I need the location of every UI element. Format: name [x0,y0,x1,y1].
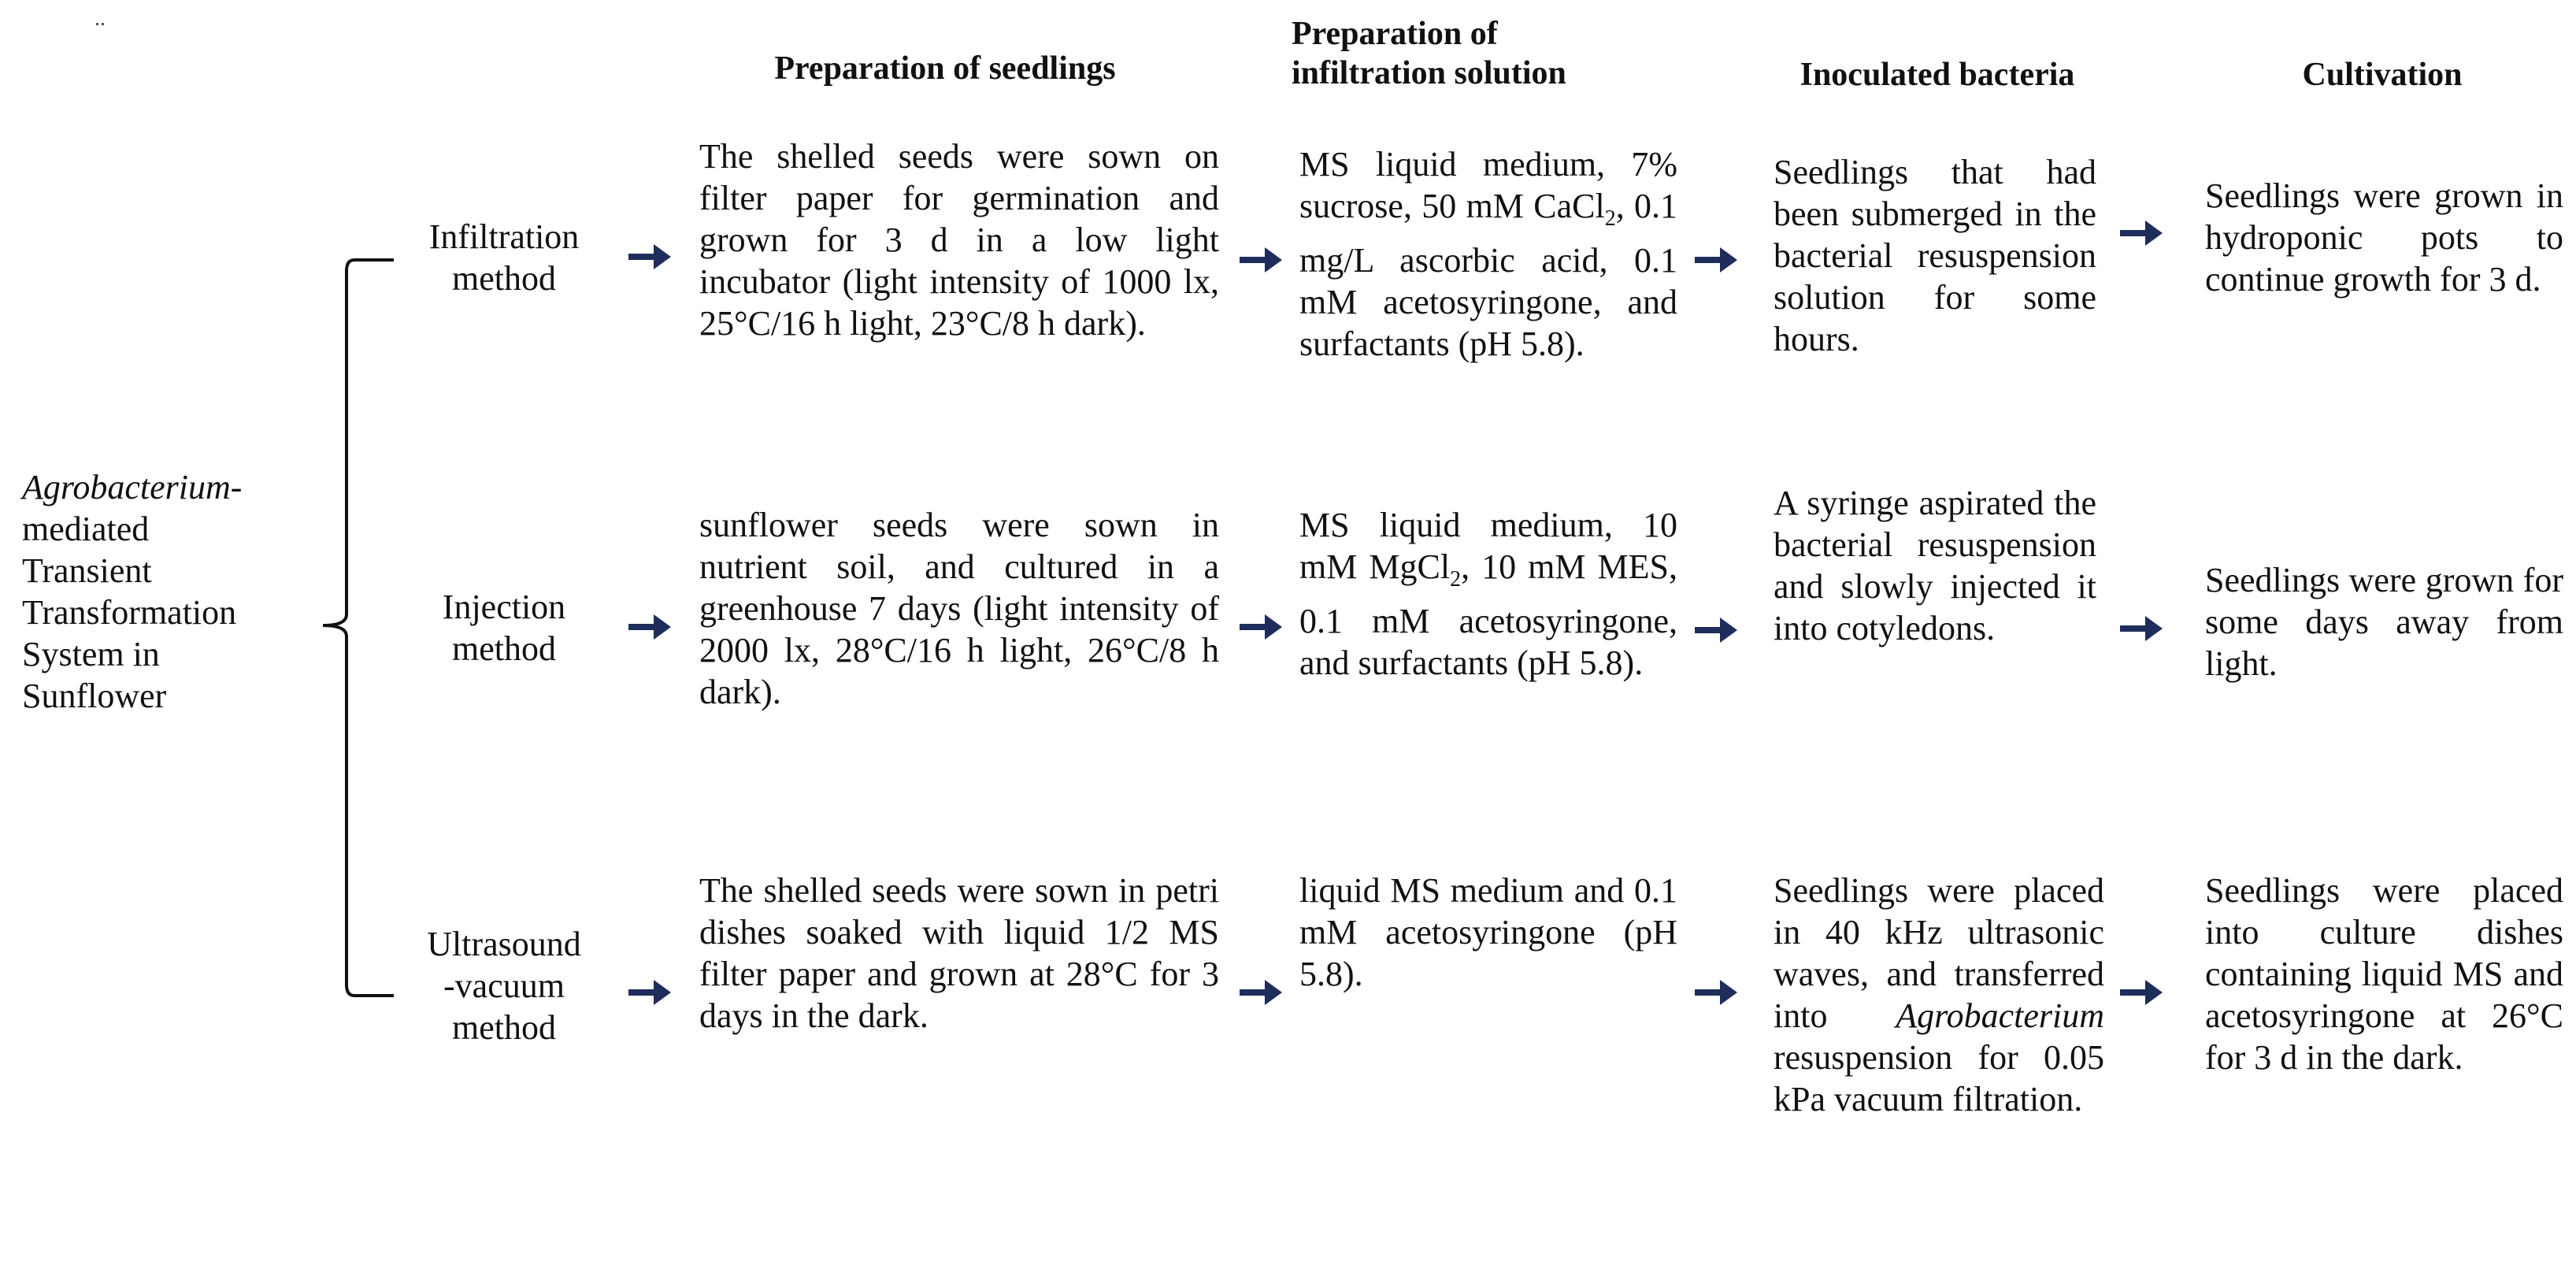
arrow-icon [1238,977,1284,1008]
row1-solution [1299,143,1677,365]
method-ultrasound-vacuum [394,923,614,1048]
row2-solution-b: , 10 mM MES, 0.1 mM acetosyringone, and surfactants (pH 5.8). [1299,547,1677,682]
row3-solution: liquid MS medium and 0.1 mM acetosyringone (pH 5.8). [1299,871,1677,993]
row2-solution-a: MS liquid medium, 10 mM MgCl [1299,506,1677,586]
header-infiltration-solution [1260,14,1670,93]
header-infiltration-line1: Preparation of [1292,16,1498,52]
row2-cultivation: Seedlings were grown for some days away from light. [2205,561,2563,683]
method-ultrasound-line2: -vacuum [443,966,565,1005]
row3-bacteria-a: Seedlings were placed in 40 kHz ultrasonic waves, and transferred into [1774,871,2104,1035]
arrow-icon [1238,611,1284,643]
method-infiltration-line2: method [452,259,556,298]
arrow-icon [1693,614,1739,646]
bracket [299,252,410,1008]
arrow-icon [1693,244,1739,276]
hyphen: - [230,468,243,506]
system-label-line1 [22,466,306,508]
row3-bacteria [1774,870,2104,1120]
row2-bacteria: A syringe aspirated the bacterial resuspension and slowly injected it into cotyledons. [1774,484,2096,647]
arrow-icon [2118,217,2164,249]
header-inoculated-bacteria: Inoculated bacteria [1799,57,2075,93]
row3-cultivation: Seedlings were placed into culture dishes containing liquid MS and acetosyringone at 26°C for 3 d in the dark. [2205,871,2563,1077]
system-label-line6: Sunflower [22,677,167,715]
agrobacterium-italic: Agrobacterium [22,468,231,506]
method-ultrasound-line3: method [452,1008,556,1047]
header-seedlings: Preparation of seedlings [774,50,1116,87]
system-label-line3: Transient [22,551,152,590]
row1-cultivation: Seedlings were grown in hydroponic pots to continue growth for 3 d. [2205,176,2563,299]
system-label [22,466,306,717]
system-label-line5: System in [22,635,160,673]
row1-solution-b: , 0.1 mg/L ascorbic acid, 0.1 mM acetosyringone, and surfactants (pH 5.8). [1299,187,1677,363]
row3-bacteria-italic: Agrobacterium [1896,996,2104,1035]
corner-mark: .. [95,6,106,31]
method-injection-line1: Injection [442,588,566,626]
method-ultrasound-line1: Ultrasound [427,925,581,963]
row1-solution-a: MS liquid medium, 7% sucrose, 50 mM CaCl [1299,145,1677,225]
arrow-icon [2118,977,2164,1008]
method-infiltration-line1: Infiltration [428,217,580,256]
row2-solution [1299,504,1677,684]
row1-solution-sub: 2 [1604,206,1616,231]
header-infiltration-line2: infiltration solution [1292,55,1566,91]
system-label-line2: mediated [22,510,150,548]
arrow-icon [627,241,673,273]
row1-seedlings: The shelled seeds were sown on filter paper for germination and grown for 3 d in a low light incubator (light intensity of 1000 lx, 25°C/16 h light, 23°C/8 h dark). [699,137,1219,343]
row2-seedlings: sunflower seeds were sown in nutrient soil, and cultured in a greenhouse 7 days (light intensity of 2000 lx, 28°C/16 h light, 26°C/8 h dark). [699,506,1219,711]
method-infiltration [394,216,614,299]
row3-seedlings: The shelled seeds were sown in petri dishes soaked with liquid 1/2 MS filter paper and grown at 28°C for 3 days in the dark. [699,871,1219,1035]
row2-solution-sub: 2 [1450,566,1462,592]
arrow-icon [1693,977,1739,1008]
system-label-line4: Transformation [22,593,237,632]
row3-bacteria-b: resuspension for 0.05 kPa vacuum filtration. [1774,1038,2104,1118]
arrow-icon [627,977,673,1008]
row1-bacteria: Seedlings that had been submerged in the bacterial resuspension solution for some hours. [1774,153,2096,358]
arrow-icon [1238,244,1284,276]
arrow-icon [627,611,673,643]
method-injection-line2: method [452,629,556,668]
header-cultivation: Cultivation [2302,57,2463,93]
arrow-icon [2118,613,2164,644]
method-injection [394,586,614,670]
